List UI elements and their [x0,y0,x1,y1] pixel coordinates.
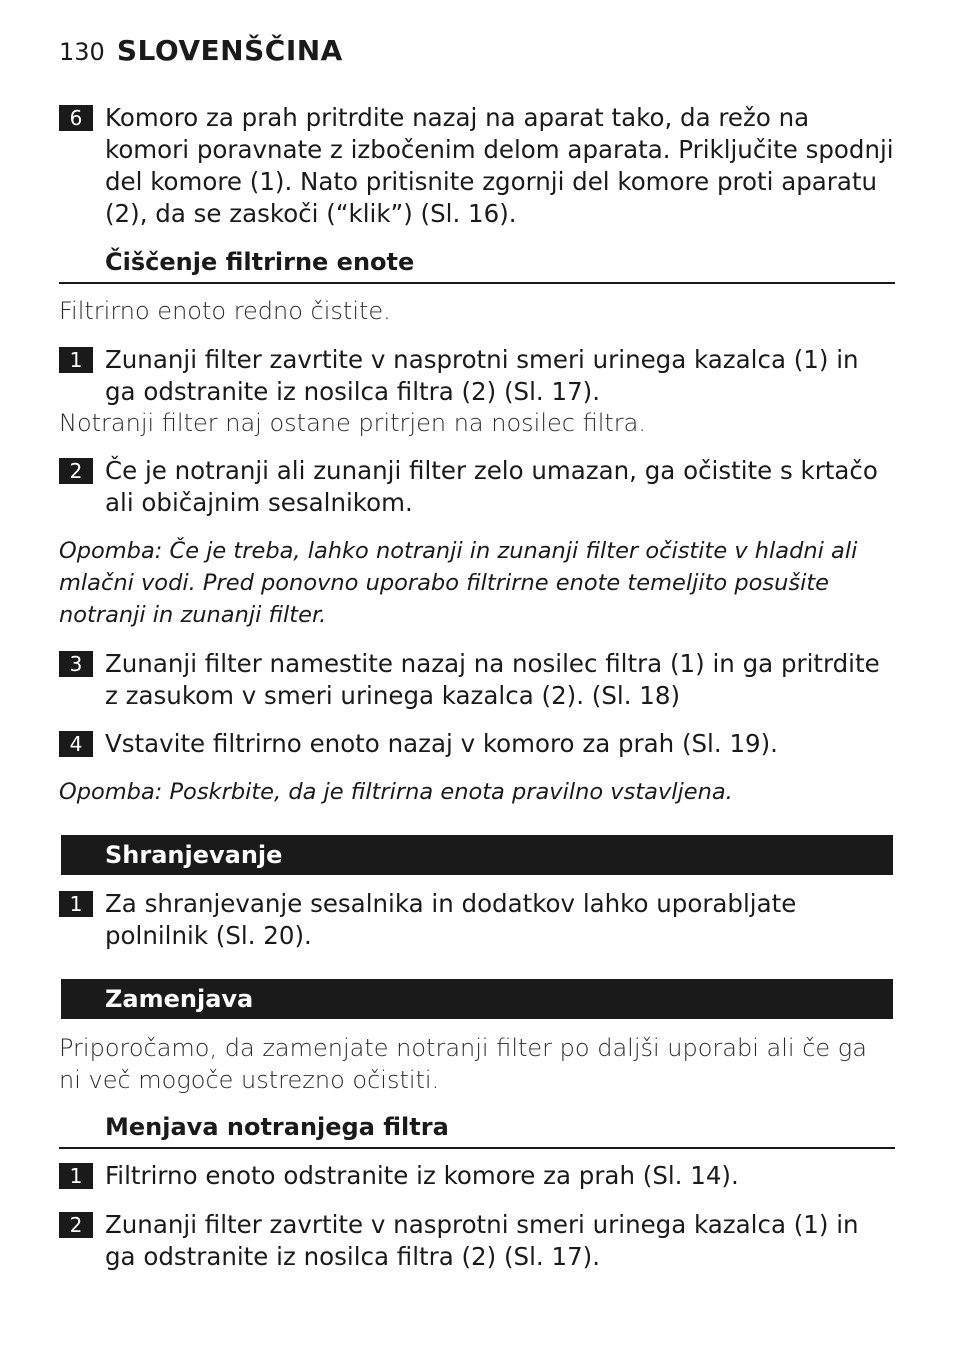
step-6-reattach-dust-chamber [59,102,895,230]
page-header [59,34,343,67]
step-text: Zunanji filter zavrtite v nasprotni smeri urinega kazalca (1) in ga odstranite iz nosilca filtra (2) (Sl. 17). [105,1210,859,1271]
note-wash-filters: Opomba: Če je treba, lahko notranji in zunanji filter očistite v hladni ali mlačni vodi. Pred ponovno uporabo filtrirne enote temeljito posušite notranji in zunanji filter. [59,538,858,628]
step-text: Komoro za prah pritrdite nazaj na aparat tako, da režo na komori poravnate z izbočenim delom aparata. Priključite spodnji del komore (1). Nato pritisnite zgornji del komore proti aparatu (2), da se zaskoči (“klik”) (Sl. 16). [105,103,894,228]
paragraph-inner-filter-stays: Notranji filter naj ostane pritrjen na nosilec filtra. [59,409,646,437]
note-insert-correctly: Opomba: Poskrbite, da je filtrirna enota pravilno vstavljena. [59,779,733,805]
step-text: Vstavite filtrirno enoto nazaj v komoro za prah (Sl. 19). [105,729,778,758]
paragraph-clean-regularly: Filtrirno enoto redno čistite. [59,297,391,325]
section-heading-storage: Shranjevanje [61,835,893,875]
step-4-insert-filter-unit [59,728,895,760]
paragraph-replace-inner-filter: Priporočamo, da zamenjate notranji filter po daljši uporabi ali če ga ni več mogoče ustrezno očistiti. [59,1034,867,1094]
step-number: 4 [59,731,93,757]
step-3-reattach-outer-filter [59,648,895,712]
section-heading-replacement: Zamenjava [61,979,893,1019]
step-number: 3 [59,651,93,677]
section-subheading-replace-inner-filter: Menjava notranjega filtra [59,1111,895,1149]
step-1-remove-outer-filter [59,344,895,408]
step-text: Če je notranji ali zunanji filter zelo umazan, ga očistite s krtačo ali običajnim sesalnikom. [105,456,878,517]
step-text: Za shranjevanje sesalnika in dodatkov lahko uporabljate polnilnik (Sl. 20). [105,889,797,950]
step-number: 1 [59,1163,93,1189]
step-text: Filtrirno enoto odstranite iz komore za prah (Sl. 14). [105,1161,739,1190]
step-1-remove-filter-unit [59,1160,895,1192]
step-number: 1 [59,891,93,917]
language-title: SLOVENŠČINA [116,34,343,67]
page-number: 130 [59,38,105,66]
step-number: 1 [59,347,93,373]
step-text: Zunanji filter zavrtite v nasprotni smeri urinega kazalca (1) in ga odstranite iz nosilca filtra (2) (Sl. 17). [105,345,859,406]
step-number: 6 [59,105,93,131]
step-number: 2 [59,458,93,484]
step-number: 2 [59,1212,93,1238]
step-2-clean-dirty-filter [59,455,895,519]
step-2-remove-outer-filter [59,1209,895,1273]
step-1-storage-charger [59,888,895,952]
section-subheading-cleaning-filter: Čiščenje filtrirne enote [59,246,895,284]
step-text: Zunanji filter namestite nazaj na nosilec filtra (1) in ga pritrdite z zasukom v smeri urinega kazalca (2). (Sl. 18) [105,649,880,710]
